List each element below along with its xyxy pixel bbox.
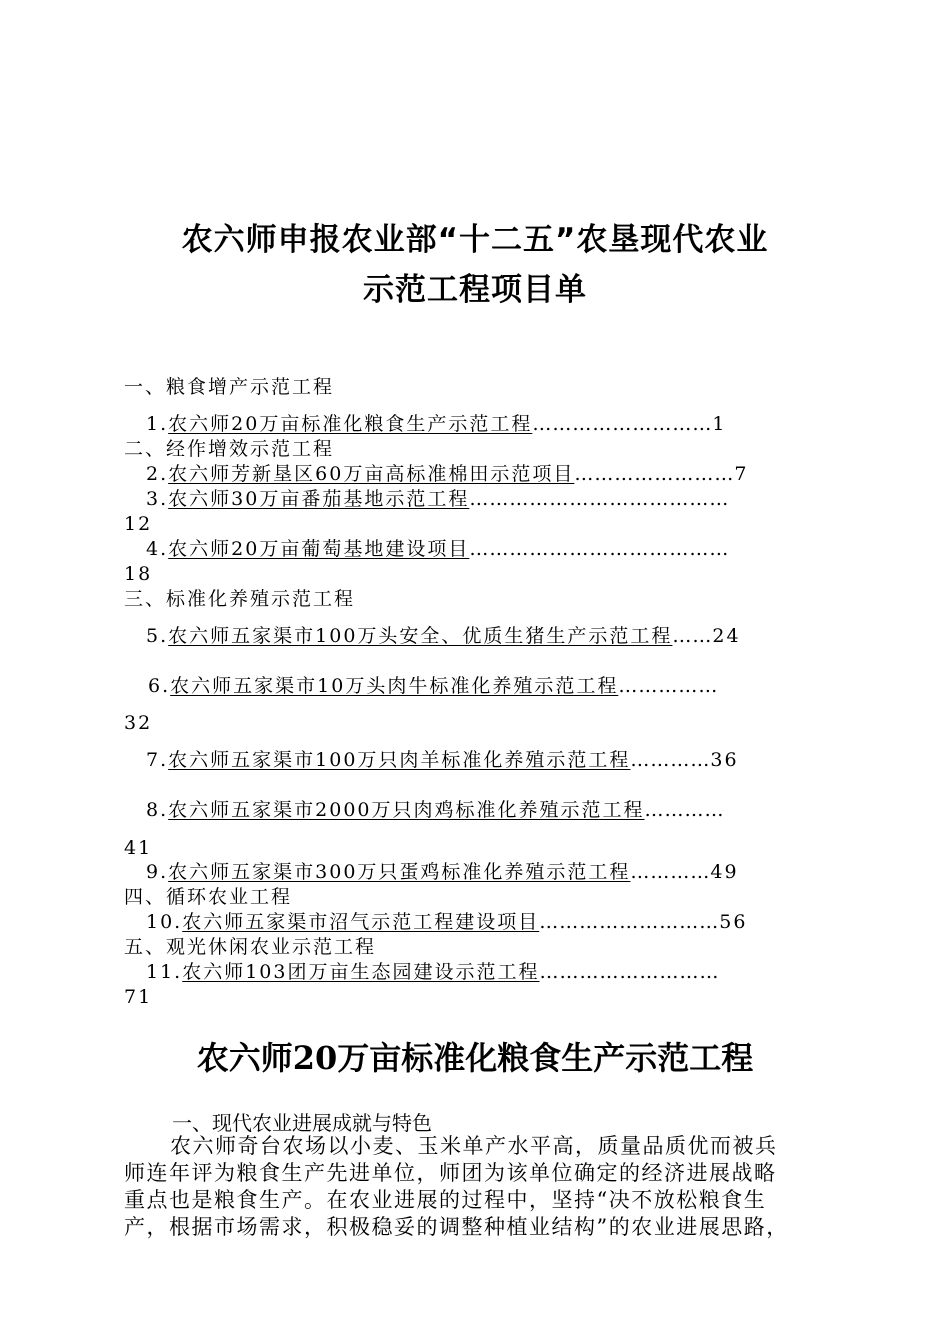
toc-item-4[interactable] [124, 537, 846, 562]
toc-leader-dots: ……………………… [539, 911, 720, 933]
toc-page-number: 18 [124, 563, 153, 585]
toc-item-3[interactable] [124, 487, 846, 512]
toc-item-link[interactable]: 农六师芳新垦区60万亩高标准棉田示范项目 [168, 463, 575, 485]
toc-item-1[interactable] [124, 412, 846, 437]
toc-leader-dots: ………………………………… [469, 538, 730, 560]
toc-item-link[interactable]: 农六师103团万亩生态园建设示范工程 [182, 961, 540, 983]
toc-item-number: 3. [146, 488, 169, 510]
toc-page-number: 1 [712, 413, 727, 435]
toc-item-number: 7. [146, 749, 169, 771]
toc-section-4: 四、循环农业工程 [124, 886, 293, 908]
document-title-line-1: 农六师申报农业部“十二五”农垦现代农业 [181, 222, 769, 258]
toc-item-11[interactable] [124, 960, 846, 985]
toc-leader-dots: ………… [630, 861, 711, 883]
toc-leader-dots: ………… [644, 799, 725, 821]
toc-item-number: 2. [146, 463, 169, 485]
toc-item-9[interactable] [124, 860, 846, 885]
toc-item-6[interactable] [124, 674, 848, 699]
toc-item-link[interactable]: 农六师五家渠市100万头安全、优质生猪生产示范工程 [168, 625, 673, 647]
paragraph-line: 农六师奇台农场以小麦、玉米单产水平高，质量品质优而被兵 [170, 1134, 778, 1158]
toc-section-3: 三、标准化养殖示范工程 [124, 588, 356, 610]
toc-item-link[interactable]: 农六师五家渠市2000万只肉鸡标准化养殖示范工程 [168, 799, 645, 821]
toc-section-1: 一、粮食增产示范工程 [124, 376, 335, 398]
toc-item-number: 8. [146, 799, 169, 821]
toc-item-number: 4. [146, 538, 169, 560]
toc-item-link[interactable]: 农六师五家渠市300万只蛋鸡标准化养殖示范工程 [168, 861, 631, 883]
paragraph-line: 产，根据市场需求，积极稳妥的调整种植业结构”的农业进展思路， [124, 1215, 789, 1239]
toc-leader-dots: …… [672, 625, 713, 647]
toc-item-link[interactable]: 农六师五家渠市100万只肉羊标准化养殖示范工程 [168, 749, 631, 771]
toc-page-number: 71 [124, 986, 153, 1008]
toc-item-number: 11. [146, 961, 183, 983]
toc-page-number: 12 [124, 513, 153, 535]
toc-leader-dots: ……………………… [539, 961, 720, 983]
toc-leader-dots: ………… [630, 749, 711, 771]
section-title: 农六师20万亩标准化粮食生产示范工程 [196, 1039, 754, 1077]
subheading: 一、现代农业进展成就与特色 [172, 1111, 432, 1135]
body-paragraph [124, 1133, 836, 1241]
toc-item-8[interactable] [124, 798, 846, 823]
toc-page-number: 24 [712, 625, 741, 647]
paragraph-line: 重点也是粮食生产。在农业进展的过程中，坚持“决不放松粮食生 [124, 1188, 767, 1212]
toc-page-number: 32 [124, 712, 153, 734]
toc-item-2[interactable] [124, 462, 846, 487]
toc-item-number: 6. [148, 675, 171, 697]
toc-page-number: 7 [734, 463, 749, 485]
toc-item-number: 1. [146, 413, 169, 435]
toc-item-link[interactable]: 农六师20万亩葡萄基地建设项目 [168, 538, 470, 560]
toc-item-5[interactable] [124, 624, 846, 649]
paragraph-line: 师连年评为粮食生产先进单位，师团为该单位确定的经济进展战略 [124, 1161, 777, 1185]
toc-item-10[interactable] [124, 910, 846, 935]
toc-item-number: 9. [146, 861, 169, 883]
toc-page-number: 41 [124, 837, 153, 859]
toc-page-number: 49 [710, 861, 739, 883]
toc-section-5: 五、观光休闲农业示范工程 [124, 936, 377, 958]
toc-item-number: 5. [146, 625, 169, 647]
toc-item-link[interactable]: 农六师20万亩标准化粮食生产示范工程 [168, 413, 533, 435]
toc-page-number: 36 [710, 749, 739, 771]
toc-item-link[interactable]: 农六师30万亩番茄基地示范工程 [168, 488, 470, 510]
toc-leader-dots: …………………… [574, 463, 735, 485]
toc-leader-dots: …………… [618, 675, 719, 697]
toc-page-number: 56 [719, 911, 748, 933]
toc-leader-dots: ………………………………… [469, 488, 730, 510]
toc-section-2: 二、经作增效示范工程 [124, 438, 335, 460]
toc-item-7[interactable] [124, 748, 846, 773]
document-title-line-2: 示范工程项目单 [363, 272, 587, 308]
toc-leader-dots: ……………………… [532, 413, 713, 435]
toc-item-number: 10. [146, 911, 183, 933]
toc-item-link[interactable]: 农六师五家渠市10万头肉牛标准化养殖示范工程 [170, 675, 619, 697]
toc-item-link[interactable]: 农六师五家渠市沼气示范工程建设项目 [182, 911, 540, 933]
